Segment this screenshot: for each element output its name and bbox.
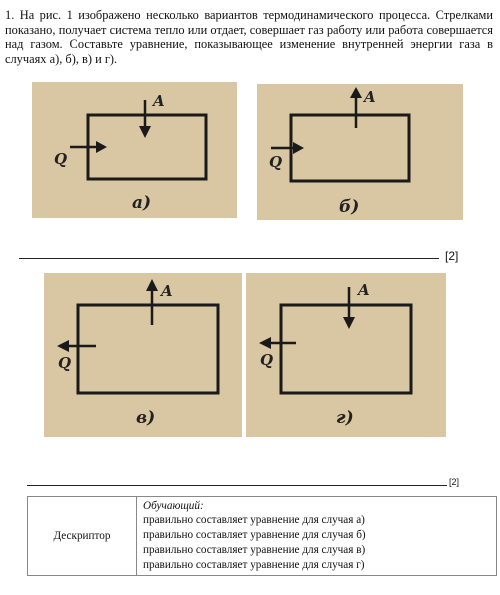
figure-caption: г) [336, 408, 354, 428]
answer-line-2[interactable] [27, 485, 447, 486]
work-arrow-down-icon [343, 287, 355, 329]
heat-label: Q [58, 354, 72, 372]
answer-line-1[interactable] [19, 258, 439, 259]
descriptor-label: Дескриптор [28, 497, 137, 576]
figure-b [257, 84, 463, 220]
mark-2: [2] [449, 477, 460, 487]
question-text: 1. На рис. 1 изображено несколько вариантов термодинамического процесса. Стрелками показано, получает система тепло или отдает, совершает газ работу или работа совершается над газом. Составьте уравнение, показывающее изменение внутренней энергии газа в случаях а), б), в) и г). [5, 8, 493, 66]
descriptor-title: Обучающий: [143, 500, 204, 512]
mark-1: [2] [445, 249, 459, 263]
figure-a [32, 82, 237, 218]
descriptor-criteria [137, 497, 497, 576]
work-arrow-down-icon [139, 100, 151, 138]
figure-d [246, 273, 446, 437]
work-label: A [153, 92, 165, 110]
work-label: A [358, 281, 370, 299]
heat-label: Q [269, 153, 283, 171]
figure-c [44, 273, 242, 437]
work-label: A [161, 282, 173, 300]
criterion-a: правильно составляет уравнение для случая а) [143, 514, 365, 526]
heat-label: Q [54, 150, 68, 168]
figure-caption: б) [339, 197, 360, 217]
figure-caption: в) [136, 408, 156, 428]
heat-label: Q [260, 351, 274, 369]
work-label: A [364, 88, 376, 106]
work-arrow-up-icon [146, 279, 158, 325]
criterion-c: правильно составляет уравнение для случая в) [143, 544, 366, 556]
criterion-b: правильно составляет уравнение для случая б) [143, 529, 366, 541]
work-arrow-up-icon [350, 87, 362, 128]
figure-caption: а) [132, 193, 152, 213]
heat-arrow-out-icon [259, 337, 296, 349]
criterion-d: правильно составляет уравнение для случая г) [143, 559, 365, 571]
descriptor-table [27, 496, 497, 576]
